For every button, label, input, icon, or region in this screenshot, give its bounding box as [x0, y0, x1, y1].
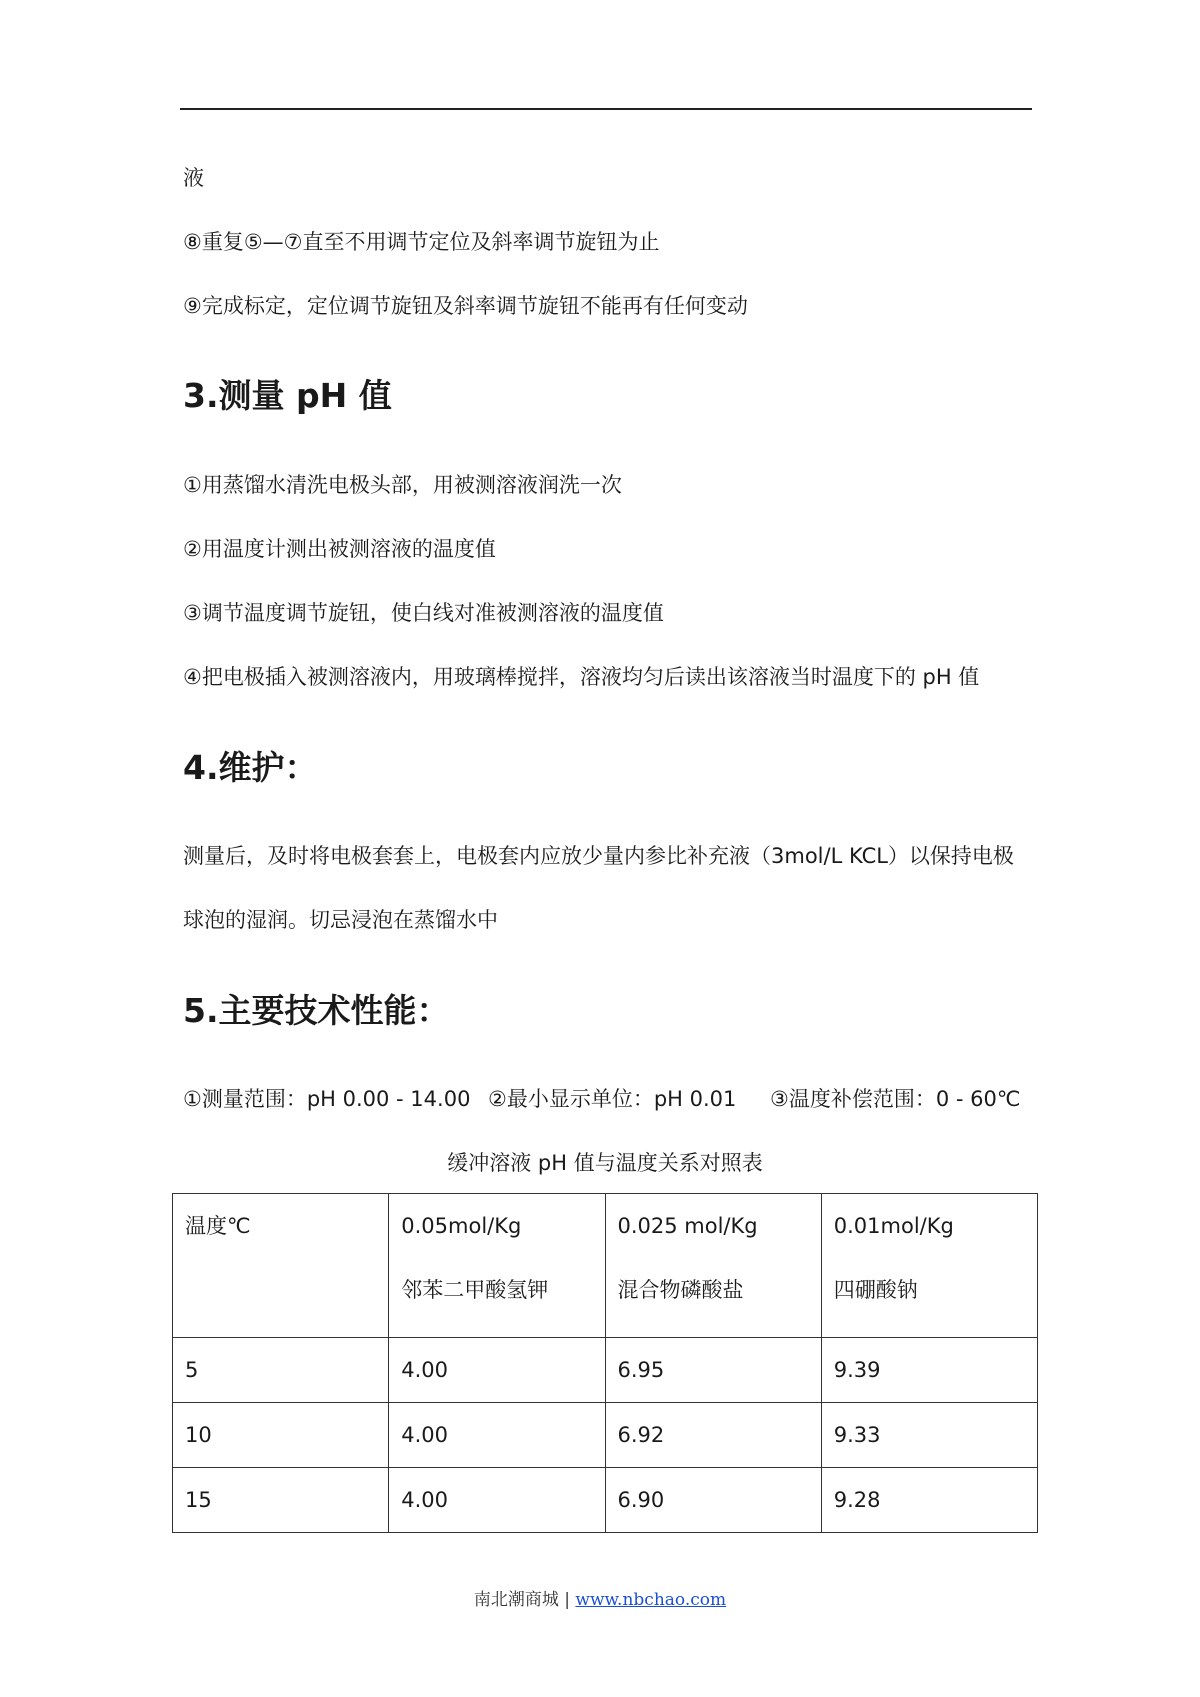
footer-link[interactable]: www.nbchao.com: [575, 1590, 727, 1610]
spec-min-unit: ②最小显示单位：pH 0.01: [488, 1087, 737, 1111]
footer: [0, 1585, 1200, 1610]
text-line-step-9: ⑨完成标定，定位调节旋钮及斜率调节旋钮不能再有任何变动: [183, 294, 748, 318]
table-cell: 4.00: [389, 1403, 605, 1468]
section-4-line-1: 测量后，及时将电极套套上，电极套内应放少量内参比补充液（3mol/L KCL）以保持电极: [183, 844, 1014, 868]
table-cell: 6.95: [605, 1338, 821, 1403]
header-line-2: 邻苯二甲酸氢钾: [401, 1278, 549, 1302]
table-row: [173, 1403, 1038, 1468]
table-title: 缓冲溶液 pH 值与温度关系对照表: [447, 1151, 763, 1175]
table-cell: 9.28: [821, 1468, 1037, 1533]
section-3-step-4: ④把电极插入被测溶液内，用玻璃棒搅拌，溶液均匀后读出该溶液当时温度下的 pH 值: [183, 665, 980, 689]
table-cell: 4.00: [389, 1338, 605, 1403]
header-line-2: 四硼酸钠: [833, 1278, 918, 1302]
buffer-ph-table: [172, 1193, 1038, 1533]
header-line-1: 温度℃: [185, 1214, 251, 1238]
section-3-step-2: ②用温度计测出被测溶液的温度值: [183, 537, 496, 561]
table-cell: 10: [173, 1403, 389, 1468]
section-5-heading: 5.主要技术性能：: [183, 991, 450, 1030]
section-3-step-1: ①用蒸馏水清洗电极头部，用被测溶液润洗一次: [183, 473, 622, 497]
text-line-step-8: ⑧重复⑤—⑦直至不用调节定位及斜率调节旋钮为止: [183, 230, 660, 254]
table-header-cell: [173, 1194, 389, 1338]
table-header-cell: [389, 1194, 605, 1338]
table-row: [173, 1338, 1038, 1403]
text-line-continuation: 液: [183, 166, 204, 190]
table-cell: 6.90: [605, 1468, 821, 1533]
header-line-1: 0.025 mol/Kg: [617, 1214, 758, 1238]
header-rule: [180, 108, 1032, 110]
spec-measure-range: ①测量范围：pH 0.00 - 14.00: [183, 1087, 471, 1111]
table-header-cell: [821, 1194, 1037, 1338]
section-4-line-2: 球泡的湿润。切忌浸泡在蒸馏水中: [183, 908, 498, 932]
table-cell: 5: [173, 1338, 389, 1403]
spec-temp-compensation: ③温度补偿范围：0 - 60℃: [770, 1087, 1021, 1111]
table-header-row: [173, 1194, 1038, 1338]
header-line-1: 0.05mol/Kg: [401, 1214, 522, 1238]
section-3-heading: 3.测量 pH 值: [183, 376, 392, 415]
table-cell: 6.92: [605, 1403, 821, 1468]
table-cell: 9.33: [821, 1403, 1037, 1468]
section-3-step-3: ③调节温度调节旋钮，使白线对准被测溶液的温度值: [183, 601, 664, 625]
table-header-cell: [605, 1194, 821, 1338]
footer-separator: |: [564, 1590, 571, 1610]
header-line-1: 0.01mol/Kg: [833, 1214, 954, 1238]
section-4-heading: 4.维护：: [183, 748, 318, 787]
footer-site-name: 南北潮商城: [473, 1590, 559, 1610]
header-line-2: 混合物磷酸盐: [617, 1278, 744, 1302]
table-cell: 9.39: [821, 1338, 1037, 1403]
table-row: [173, 1468, 1038, 1533]
table-cell: 15: [173, 1468, 389, 1533]
table-cell: 4.00: [389, 1468, 605, 1533]
